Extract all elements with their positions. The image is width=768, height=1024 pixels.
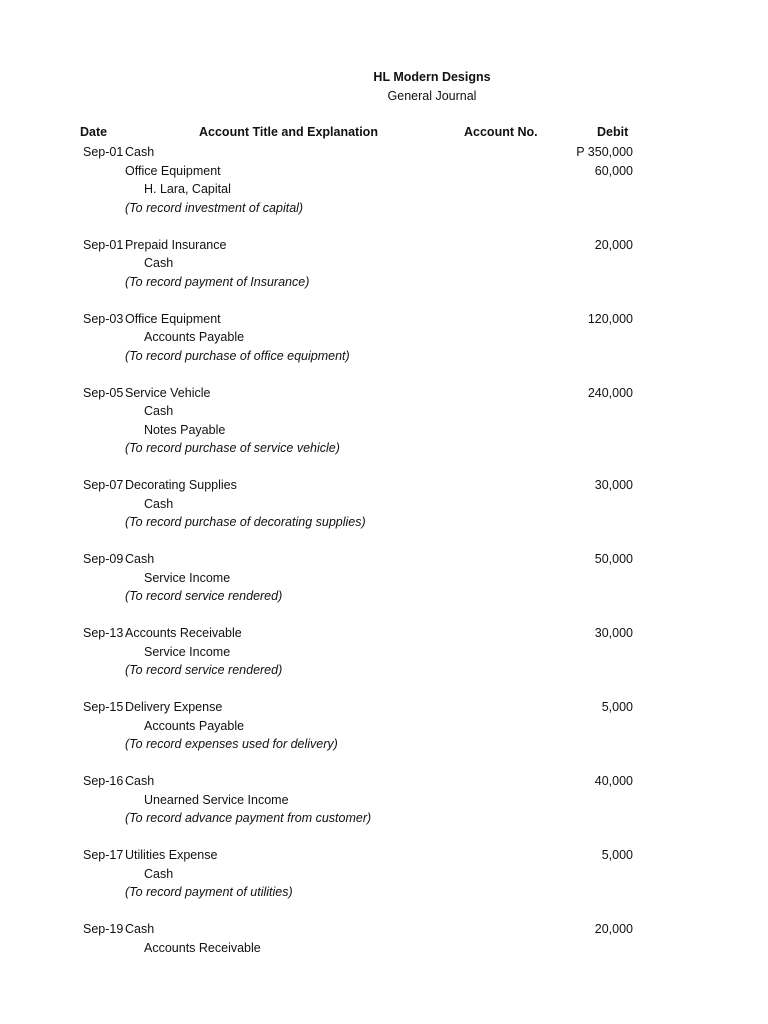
entry-line [0, 254, 768, 273]
entry-line [0, 421, 768, 440]
credit-account: Service Income [144, 570, 231, 585]
entry-date: Sep-19 [83, 922, 124, 936]
entry-line [0, 717, 768, 736]
credit-account: Service Income [144, 644, 231, 659]
entry-line [0, 569, 768, 588]
journal-entries [0, 143, 768, 976]
entry-line [0, 550, 768, 569]
debit-account: Office Equipment [125, 311, 221, 326]
journal-entry [0, 920, 768, 957]
entry-date: Sep-13 [83, 626, 124, 640]
entry-line [0, 180, 768, 199]
entry-explanation: (To record investment of capital) [125, 200, 304, 215]
entry-line [0, 495, 768, 514]
entry-line [0, 643, 768, 662]
debit-amount: 40,000 [594, 774, 633, 788]
credit-account: Cash [144, 404, 174, 418]
journal-entry [0, 476, 768, 532]
column-header-account-title: Account Title and Explanation [199, 125, 378, 139]
entry-date: Sep-03 [83, 311, 124, 326]
credit-account: H. Lara, Capital [144, 182, 231, 196]
journal-title: General Journal [387, 89, 477, 103]
entry-line [0, 587, 768, 606]
debit-amount: 5,000 [601, 700, 633, 714]
entry-explanation: (To record purchase of office equipment) [125, 348, 350, 363]
entry-line [0, 846, 768, 865]
debit-amount: 30,000 [594, 626, 633, 640]
debit-account: Cash [125, 922, 155, 936]
entry-line [0, 328, 768, 347]
entry-line [0, 865, 768, 884]
entry-line [0, 347, 768, 366]
credit-account: Accounts Payable [144, 718, 245, 733]
entry-date: Sep-05 [83, 385, 124, 400]
debit-account: Cash [125, 552, 155, 566]
journal-entry [0, 550, 768, 606]
entry-date: Sep-07 [83, 478, 124, 492]
entry-explanation: (To record purchase of service vehicle) [125, 441, 340, 455]
debit-account: Decorating Supplies [125, 478, 237, 492]
entry-line [0, 310, 768, 329]
entry-date: Sep-09 [83, 552, 124, 566]
entry-explanation: (To record advance payment from customer) [125, 811, 372, 825]
entry-line [0, 661, 768, 680]
entry-line [0, 624, 768, 643]
debit-amount: 5,000 [601, 848, 633, 862]
entry-line [0, 402, 768, 421]
debit-amount: 20,000 [594, 922, 633, 936]
journal-entry [0, 624, 768, 680]
debit-account: Accounts Receivable [125, 626, 242, 640]
entry-line [0, 791, 768, 810]
entry-date: Sep-16 [83, 774, 124, 788]
journal-entry [0, 698, 768, 754]
credit-account: Accounts Payable [144, 330, 245, 344]
journal-entry [0, 236, 768, 292]
debit-account: Service Vehicle [125, 385, 211, 400]
debit-amount: 50,000 [594, 552, 633, 566]
entry-line [0, 513, 768, 532]
entry-date: Sep-01 [83, 145, 124, 159]
credit-account: Cash [144, 256, 174, 270]
entry-line [0, 476, 768, 495]
entry-explanation: (To record purchase of decorating supplies) [125, 515, 366, 529]
entry-explanation: (To record payment of Insurance) [125, 274, 310, 289]
entry-line [0, 698, 768, 717]
entry-line [0, 199, 768, 218]
entry-line [0, 772, 768, 791]
credit-account: Unearned Service Income [144, 792, 289, 807]
entry-line [0, 809, 768, 828]
entry-line [0, 920, 768, 939]
entry-explanation: (To record payment of utilities) [125, 885, 293, 899]
entry-line [0, 939, 768, 958]
debit-amount: 60,000 [594, 163, 633, 178]
debit-amount: 20,000 [594, 237, 633, 252]
entry-line [0, 143, 768, 162]
entry-line [0, 439, 768, 458]
entry-line [0, 273, 768, 292]
entry-date: Sep-15 [83, 700, 124, 714]
entry-date: Sep-01 [83, 237, 124, 252]
credit-account: Cash [144, 866, 174, 881]
column-header-date: Date [80, 125, 108, 139]
credit-account: Cash [144, 496, 174, 511]
column-header-account-no: Account No. [464, 125, 538, 139]
entry-date: Sep-17 [83, 848, 124, 862]
journal-entry [0, 310, 768, 366]
entry-explanation: (To record expenses used for delivery) [125, 737, 338, 751]
debit-amount: 120,000 [587, 311, 633, 326]
credit-account: Notes Payable [144, 422, 226, 437]
column-header-debit: Debit [597, 125, 629, 139]
entry-line [0, 735, 768, 754]
debit-account: Cash [125, 145, 155, 159]
entry-line [0, 236, 768, 255]
debit-account: Office Equipment [125, 163, 221, 178]
entry-explanation: (To record service rendered) [125, 663, 283, 677]
journal-entry [0, 384, 768, 458]
journal-entry [0, 772, 768, 828]
debit-account: Prepaid Insurance [125, 237, 227, 252]
entry-line [0, 162, 768, 181]
company-name: HL Modern Designs [373, 70, 491, 84]
entry-explanation: (To record service rendered) [125, 589, 283, 603]
entry-line [0, 384, 768, 403]
journal-entry [0, 846, 768, 902]
debit-account: Delivery Expense [125, 700, 223, 714]
debit-amount: 30,000 [594, 478, 633, 492]
debit-amount: 240,000 [587, 385, 633, 400]
credit-account: Accounts Receivable [144, 940, 261, 955]
journal-entry [0, 143, 768, 217]
debit-amount: P 350,000 [576, 145, 633, 159]
entry-line [0, 883, 768, 902]
debit-account: Utilities Expense [125, 848, 218, 862]
debit-account: Cash [125, 774, 155, 788]
